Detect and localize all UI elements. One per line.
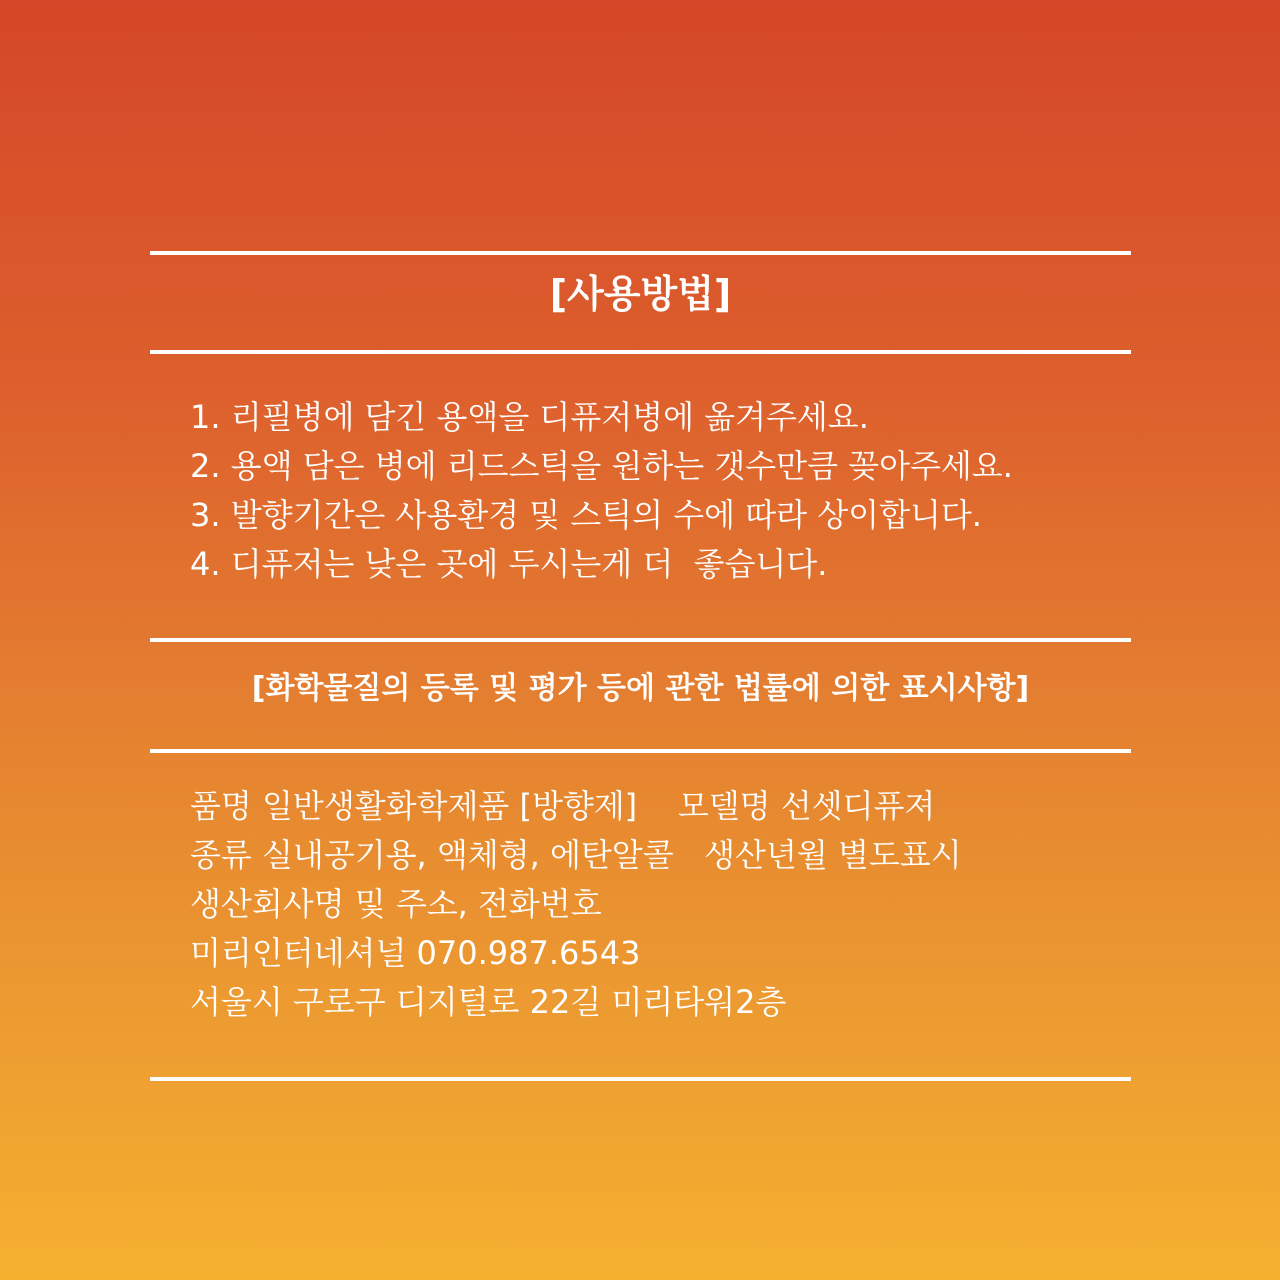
usage-step-4: 4. 디퓨저는 낮은 곳에 두시는게 더 좋습니다. (190, 545, 828, 583)
label-title: [화학물질의 등록 및 평가 등에 관한 법률에 의한 표시사항] (251, 671, 1030, 706)
divider-usage-title (150, 350, 1131, 354)
manufacturer-phone: 미리인터네셔널 070.987.6543 (190, 934, 641, 972)
manufacturer-heading: 생산회사명 및 주소, 전화번호 (190, 885, 602, 923)
usage-step-2: 2. 용액 담은 병에 리드스틱을 원하는 갯수만큼 꽂아주세요. (190, 447, 1013, 485)
product-type-date: 종류 실내공기용, 액체형, 에탄알콜 생산년월 별도표시 (190, 836, 962, 874)
usage-steps (190, 393, 1013, 589)
usage-step-1: 1. 리필병에 담긴 용액을 디퓨저병에 옮겨주세요. (190, 398, 869, 436)
manufacturer-address: 서울시 구로구 디지털로 22길 미리타워2층 (190, 983, 787, 1021)
divider-top (150, 251, 1131, 255)
usage-step-3: 3. 발향기간은 사용환경 및 스틱의 수에 따라 상이합니다. (190, 496, 982, 534)
product-info (190, 782, 962, 1027)
divider-label-top (150, 638, 1131, 642)
usage-title: [사용방법] (549, 272, 732, 316)
product-name-model: 품명 일반생활화학제품 [방향제] 모델명 선셋디퓨져 (190, 787, 936, 825)
divider-bottom (150, 1077, 1131, 1081)
divider-label-title (150, 749, 1131, 753)
